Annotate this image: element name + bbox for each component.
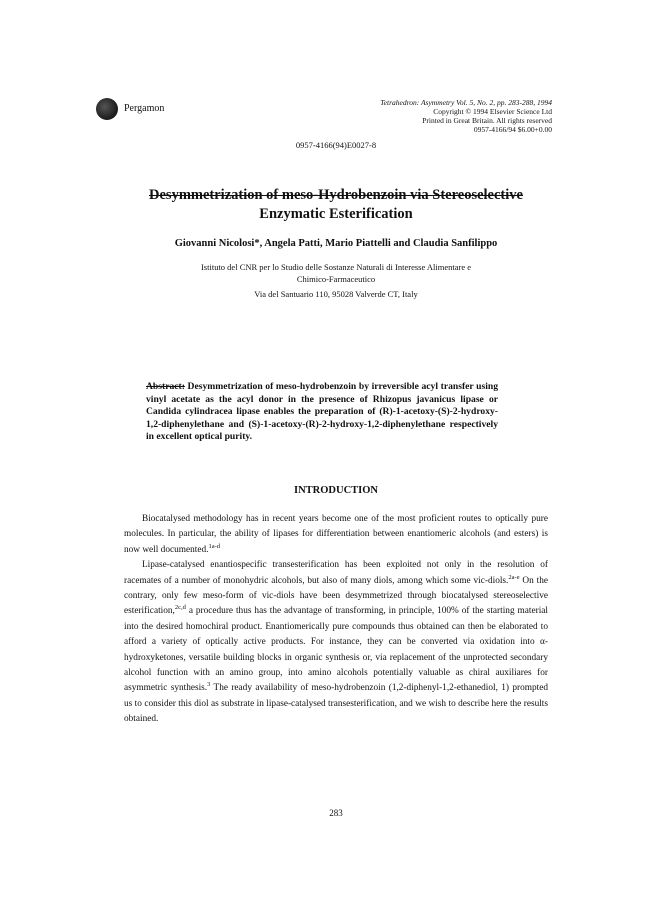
intro-paragraph-1 xyxy=(124,512,548,558)
reference-superscript: 3 xyxy=(207,681,211,689)
citation-block xyxy=(380,98,552,134)
affiliation-line-2: Chimico-Farmaceutico xyxy=(296,273,376,284)
printed-line: Printed in Great Britain. All rights reserved xyxy=(422,116,552,125)
doi-line: 0957-4166(94)E0027-8 xyxy=(295,140,377,150)
intro-p2d-text: The ready availability of meso-hydrobenzoin (1,2-diphenyl-1,2-ethanediol, 1) prompted us to consider this diol as substrate in lipase-catalysed transesterification, and we wish to describe here the results obtained. xyxy=(124,683,548,725)
introduction-body xyxy=(124,512,548,728)
paper-title xyxy=(80,186,592,224)
abstract xyxy=(146,381,498,444)
affiliation xyxy=(130,262,542,285)
reference-superscript: 2a-e xyxy=(508,573,520,581)
publisher-name: Pergamon xyxy=(124,103,165,114)
title-line-2: Enzymatic Esterification xyxy=(259,206,413,222)
issn-line: 0957-4166/94 $6.00+0.00 xyxy=(473,125,552,134)
intro-p2a-text: Lipase-catalysed enantiospecific transesterification has been exploited not only in the resolution of racemates of a number of monohydric alcohols, but also of many diols, among which some vic-diols. xyxy=(124,560,548,586)
copyright-line: Copyright © 1994 Elsevier Science Ltd xyxy=(433,107,552,116)
author-list: Giovanni Nicolosi*, Angela Patti, Mario Piattelli and Claudia Sanfilippo xyxy=(174,238,498,249)
publisher-logo xyxy=(96,98,118,120)
section-heading-introduction: INTRODUCTION xyxy=(293,485,378,496)
intro-paragraph-2 xyxy=(124,558,548,727)
affiliation-address: Via del Santuario 110, 95028 Valverde CT, Italy xyxy=(254,289,418,299)
intro-p2b-text: On the contrary, only few meso-form of vic-diols have been desymmetrized through biocatalysed stereoselective esterification, xyxy=(124,575,549,617)
intro-p1-text: Biocatalysed methodology has in recent years become one of the most proficient routes to optically pure molecules. In particular, the ability of lipases for differentiation between enantiomeric alcohols (and esters) is now well documented. xyxy=(124,514,548,555)
reference-superscript: 2c,d xyxy=(174,604,186,612)
page-number: 283 xyxy=(329,808,343,818)
title-line-1: Desymmetrization of meso-Hydrobenzoin via Stereoselective xyxy=(149,187,523,203)
abstract-label: Abstract: xyxy=(146,381,185,392)
abstract-text: Desymmetrization of meso-hydrobenzoin by irreversible acyl transfer using vinyl acetate as the acyl donor in the presence of Rhizopus javanicus lipase or Candida cylindracea lipase enables the preparation of (R)-1-acetoxy-(S)-2-hydroxy-1,2-diphenylethane and (S)-1-acetoxy-(R)-2-hydroxy-1,2-diphenylethane respectively in excellent optical purity. xyxy=(146,381,498,442)
intro-p2c-text: a procedure thus has the advantage of transforming, in principle, 100% of the starting material into the desired homochiral product. Enantiomerically pure compounds thus obtained can then be elaborated to afford a variety of optically active products. For instance, they can be converted via oxidation into α-hydroxyketones, versatile building blocks in organic synthesis or, via replacement of the unprotected secondary alcohol function with an amino group, into amino alcohols potentially valuable as chiral auxiliares for asymmetric synthesis. xyxy=(124,606,548,694)
reference-superscript: 1a-d xyxy=(208,542,220,550)
affiliation-line-1: Istituto del CNR per lo Studio delle Sostanze Naturali di Interesse Alimentare e xyxy=(200,262,472,272)
journal-citation: Tetrahedron: Asymmetry Vol. 5, No. 2, pp. 283-288, 1994 xyxy=(380,98,552,107)
